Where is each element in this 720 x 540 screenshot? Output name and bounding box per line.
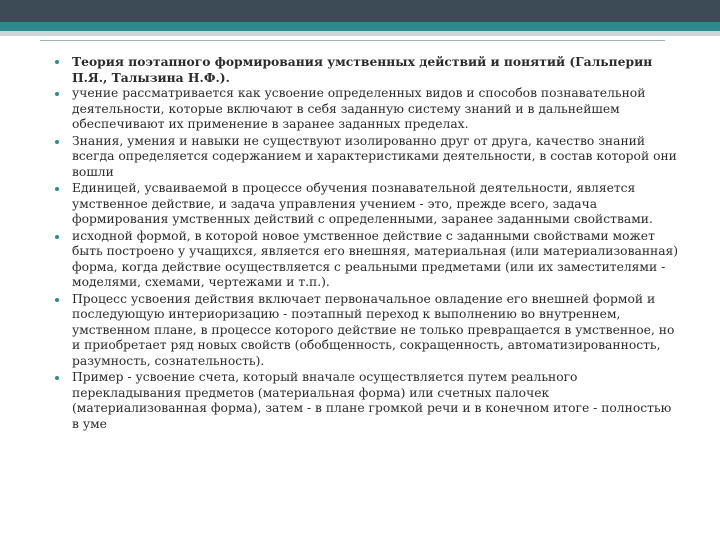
header-rule <box>40 40 665 41</box>
bullet-dot-icon <box>55 235 59 239</box>
bullet-item <box>52 229 682 291</box>
bullet-text: Пример - усвоение счета, который вначале осуществляется путем реального перекладывания предметов (материальная форма) или счетных палочек (материализованная форма), затем - в плане громкой речи и в конечном итоге - полностью в уме <box>72 370 672 431</box>
bullet-text: Единицей, усваиваемой в процессе обучения познавательной деятельности, является умственное действие, и задача управления учением - это, прежде всего, задача формирования умственных действий с определенными, заранее заданными свойствами. <box>72 181 653 226</box>
bullet-item <box>52 86 682 133</box>
slide-content <box>52 54 682 433</box>
header-bar-teal <box>0 22 720 31</box>
bullet-text: исходной формой, в которой новое умственное действие с заданными свойствами может быть построено у учащихся, является его внешняя, материальная (или материализованная) форма, когда действие осуществляется с реальными предметами (или их заместителями - моделями, схемами, чертежами и т.п.). <box>72 228 679 289</box>
bullet-dot-icon <box>55 92 59 96</box>
bullet-dot-icon <box>55 376 59 380</box>
bullet-item <box>52 134 682 181</box>
bullet-list <box>52 54 682 432</box>
bullet-dot-icon <box>55 298 59 302</box>
bullet-item-title <box>52 54 682 85</box>
bullet-dot-icon <box>55 187 59 191</box>
bullet-item <box>52 292 682 370</box>
bullet-dot-icon <box>55 140 59 144</box>
bullet-text: Теория поэтапного формирования умственных действий и понятий (Гальперин П.Я., Талызина Н.Ф.). <box>72 54 653 85</box>
bullet-text: учение рассматривается как усвоение определенных видов и способов познавательной деятельности, которые включают в себя заданную систему знаний и в дальнейшем обеспечивают их применение в заранее заданных пределах. <box>72 86 646 131</box>
header-bar-light <box>0 31 720 36</box>
bullet-text: Процесс усвоения действия включает первоначальное овладение его внешней формой и последующую интериоризацию - поэтапный переход к выполнению во внутреннем, умственном плане, в процессе которого действие не только превращается в умственное, но и приобретает ряд новых свойств (обобщенность, сокращенность, автоматизированность, разумность, сознательность). <box>72 291 675 368</box>
bullet-text: Знания, умения и навыки не существуют изолированно друг от друга, качество знаний всегда определяется содержанием и характеристиками деятельности, в состав которой они вошли <box>72 133 677 179</box>
header-bar-dark <box>0 0 720 22</box>
bullet-item <box>52 181 682 228</box>
bullet-dot-icon <box>55 60 59 64</box>
bullet-item <box>52 370 682 432</box>
